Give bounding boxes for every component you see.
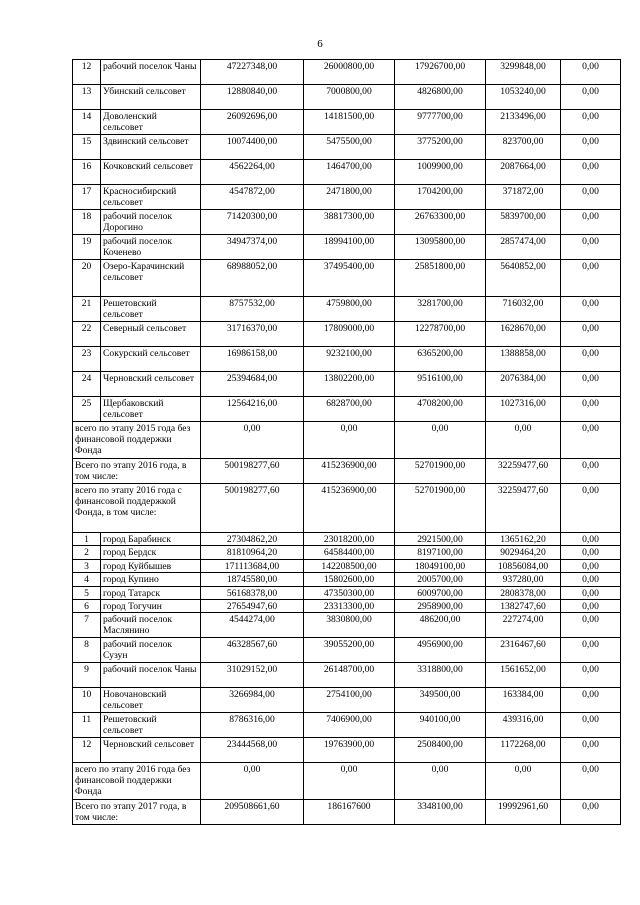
- table-total-row: [73, 484, 621, 533]
- total-cost-cell: 27654947,60: [201, 599, 304, 612]
- local-budget-cell: 937280,00: [486, 573, 561, 586]
- fund-amount-cell: 0,00: [304, 763, 395, 800]
- fund-amount-cell: 1464700,00: [304, 160, 395, 185]
- row-number-cell: 16: [73, 160, 101, 185]
- fund-amount-cell: 38817300,00: [304, 210, 395, 235]
- regional-budget-cell: 3318800,00: [395, 663, 486, 688]
- other-sources-cell: 0,00: [561, 235, 621, 260]
- other-sources-cell: 0,00: [561, 688, 621, 713]
- other-sources-cell: 0,00: [561, 533, 621, 546]
- local-budget-cell: 2133496,00: [486, 110, 561, 135]
- regional-budget-cell: 2921500,00: [395, 533, 486, 546]
- regional-budget-cell: 4956900,00: [395, 638, 486, 663]
- other-sources-cell: 0,00: [561, 738, 621, 763]
- fund-amount-cell: 2754100,00: [304, 688, 395, 713]
- total-cost-cell: 16986158,00: [201, 347, 304, 372]
- other-sources-cell: 0,00: [561, 573, 621, 586]
- fund-amount-cell: 7000800,00: [304, 85, 395, 110]
- other-sources-cell: 0,00: [561, 347, 621, 372]
- total-cost-cell: 25394684,00: [201, 372, 304, 397]
- municipality-name-cell: рабочий поселок Чаны: [101, 60, 201, 85]
- fund-amount-cell: 17809000,00: [304, 322, 395, 347]
- other-sources-cell: 0,00: [561, 459, 621, 484]
- local-budget-cell: 2316467,60: [486, 638, 561, 663]
- other-sources-cell: 0,00: [561, 800, 621, 825]
- total-cost-cell: 0,00: [201, 763, 304, 800]
- fund-amount-cell: 39055200,00: [304, 638, 395, 663]
- other-sources-cell: 0,00: [561, 85, 621, 110]
- other-sources-cell: 0,00: [561, 60, 621, 85]
- regional-budget-cell: 13095800,00: [395, 235, 486, 260]
- local-budget-cell: 371872,00: [486, 185, 561, 210]
- other-sources-cell: 0,00: [561, 297, 621, 322]
- total-cost-cell: 81810964,20: [201, 546, 304, 559]
- municipality-name-cell: Черновский сельсовет: [101, 738, 201, 763]
- local-budget-cell: 1561652,00: [486, 663, 561, 688]
- other-sources-cell: 0,00: [561, 160, 621, 185]
- total-cost-cell: 4544274,00: [201, 613, 304, 638]
- funding-table: [72, 59, 621, 825]
- municipality-name-cell: Кочковский сельсовет: [101, 160, 201, 185]
- fund-amount-cell: 7406900,00: [304, 713, 395, 738]
- fund-amount-cell: 47350300,00: [304, 586, 395, 599]
- page-number: 6: [317, 38, 323, 50]
- table-row: [73, 663, 621, 688]
- other-sources-cell: 0,00: [561, 210, 621, 235]
- total-cost-cell: 8757532,00: [201, 297, 304, 322]
- municipality-name-cell: город Татарск: [101, 586, 201, 599]
- total-cost-cell: 500198277,60: [201, 484, 304, 533]
- local-budget-cell: 439316,00: [486, 713, 561, 738]
- total-label-cell: Всего по этапу 2016 года, в том числе:: [73, 459, 201, 484]
- municipality-name-cell: город Тогучин: [101, 599, 201, 612]
- fund-amount-cell: 19763900,00: [304, 738, 395, 763]
- table-row: [73, 135, 621, 160]
- fund-amount-cell: 26000800,00: [304, 60, 395, 85]
- local-budget-cell: 2857474,00: [486, 235, 561, 260]
- municipality-name-cell: город Купино: [101, 573, 201, 586]
- total-cost-cell: 46328567,60: [201, 638, 304, 663]
- local-budget-cell: 0,00: [486, 763, 561, 800]
- row-number-cell: 3: [73, 559, 101, 572]
- table-row: [73, 85, 621, 110]
- total-cost-cell: 12880840,00: [201, 85, 304, 110]
- local-budget-cell: 163384,00: [486, 688, 561, 713]
- local-budget-cell: 3299848,00: [486, 60, 561, 85]
- municipality-name-cell: Щербаковский сельсовет: [101, 397, 201, 422]
- municipality-name-cell: Здвинский сельсовет: [101, 135, 201, 160]
- regional-budget-cell: 4826800,00: [395, 85, 486, 110]
- fund-amount-cell: 2471800,00: [304, 185, 395, 210]
- regional-budget-cell: 12278700,00: [395, 322, 486, 347]
- fund-amount-cell: 26148700,00: [304, 663, 395, 688]
- total-cost-cell: 23444568,00: [201, 738, 304, 763]
- row-number-cell: 7: [73, 613, 101, 638]
- fund-amount-cell: 186167600: [304, 800, 395, 825]
- fund-amount-cell: 415236900,00: [304, 484, 395, 533]
- other-sources-cell: 0,00: [561, 260, 621, 297]
- local-budget-cell: 1053240,00: [486, 85, 561, 110]
- total-cost-cell: 26092696,00: [201, 110, 304, 135]
- fund-amount-cell: 6828700,00: [304, 397, 395, 422]
- other-sources-cell: 0,00: [561, 663, 621, 688]
- table-total-row: [73, 800, 621, 825]
- other-sources-cell: 0,00: [561, 110, 621, 135]
- total-label-cell: всего по этапу 2016 года с финансовой поддержкой Фонда, в том числе:: [73, 484, 201, 533]
- row-number-cell: 22: [73, 322, 101, 347]
- other-sources-cell: 0,00: [561, 322, 621, 347]
- table-row: [73, 260, 621, 297]
- regional-budget-cell: 1009900,00: [395, 160, 486, 185]
- local-budget-cell: 0,00: [486, 422, 561, 459]
- total-cost-cell: 209508661,60: [201, 800, 304, 825]
- local-budget-cell: 5839700,00: [486, 210, 561, 235]
- regional-budget-cell: 1704200,00: [395, 185, 486, 210]
- fund-amount-cell: 415236900,00: [304, 459, 395, 484]
- regional-budget-cell: 940100,00: [395, 713, 486, 738]
- regional-budget-cell: 52701900,00: [395, 484, 486, 533]
- regional-budget-cell: 6009700,00: [395, 586, 486, 599]
- fund-amount-cell: 14181500,00: [304, 110, 395, 135]
- other-sources-cell: 0,00: [561, 713, 621, 738]
- municipality-name-cell: Убинский сельсовет: [101, 85, 201, 110]
- fund-amount-cell: 5475500,00: [304, 135, 395, 160]
- total-cost-cell: 4547872,00: [201, 185, 304, 210]
- table-row: [73, 372, 621, 397]
- regional-budget-cell: 52701900,00: [395, 459, 486, 484]
- total-cost-cell: 10074400,00: [201, 135, 304, 160]
- regional-budget-cell: 6365200,00: [395, 347, 486, 372]
- total-cost-cell: 56168378,00: [201, 586, 304, 599]
- other-sources-cell: 0,00: [561, 397, 621, 422]
- table-row: [73, 60, 621, 85]
- fund-amount-cell: 9232100,00: [304, 347, 395, 372]
- total-cost-cell: 18745580,00: [201, 573, 304, 586]
- municipality-name-cell: рабочий поселок Сузун: [101, 638, 201, 663]
- table-row: [73, 638, 621, 663]
- other-sources-cell: 0,00: [561, 613, 621, 638]
- table-total-row: [73, 459, 621, 484]
- row-number-cell: 25: [73, 397, 101, 422]
- table-row: [73, 235, 621, 260]
- local-budget-cell: 823700,00: [486, 135, 561, 160]
- fund-amount-cell: 37495400,00: [304, 260, 395, 297]
- row-number-cell: 1: [73, 533, 101, 546]
- table-row: [73, 160, 621, 185]
- row-number-cell: 9: [73, 663, 101, 688]
- row-number-cell: 18: [73, 210, 101, 235]
- table-row: [73, 599, 621, 612]
- total-cost-cell: 12564216,00: [201, 397, 304, 422]
- fund-amount-cell: 13802200,00: [304, 372, 395, 397]
- regional-budget-cell: 3775200,00: [395, 135, 486, 160]
- table-total-row: [73, 763, 621, 800]
- regional-budget-cell: 17926700,00: [395, 60, 486, 85]
- total-cost-cell: 4562264,00: [201, 160, 304, 185]
- table-row: [73, 613, 621, 638]
- other-sources-cell: 0,00: [561, 559, 621, 572]
- row-number-cell: 12: [73, 738, 101, 763]
- total-label-cell: всего по этапу 2015 года без финансовой поддержки Фонда: [73, 422, 201, 459]
- municipality-name-cell: рабочий поселок Маслянино: [101, 613, 201, 638]
- table-row: [73, 297, 621, 322]
- total-cost-cell: 27304862,20: [201, 533, 304, 546]
- total-cost-cell: 0,00: [201, 422, 304, 459]
- regional-budget-cell: 26763300,00: [395, 210, 486, 235]
- row-number-cell: 12: [73, 60, 101, 85]
- total-cost-cell: 8786316,00: [201, 713, 304, 738]
- regional-budget-cell: 8197100,00: [395, 546, 486, 559]
- municipality-name-cell: рабочий поселок Дорогино: [101, 210, 201, 235]
- municipality-name-cell: город Бердск: [101, 546, 201, 559]
- table-row: [73, 533, 621, 546]
- municipality-name-cell: Доволенский сельсовет: [101, 110, 201, 135]
- total-cost-cell: 47227348,00: [201, 60, 304, 85]
- total-cost-cell: 500198277,60: [201, 459, 304, 484]
- regional-budget-cell: 2958900,00: [395, 599, 486, 612]
- municipality-name-cell: Новочановский сельсовет: [101, 688, 201, 713]
- other-sources-cell: 0,00: [561, 185, 621, 210]
- other-sources-cell: 0,00: [561, 763, 621, 800]
- local-budget-cell: 5640852,00: [486, 260, 561, 297]
- total-cost-cell: 31716370,00: [201, 322, 304, 347]
- municipality-name-cell: рабочий поселок Коченево: [101, 235, 201, 260]
- regional-budget-cell: 4708200,00: [395, 397, 486, 422]
- municipality-name-cell: город Куйбышев: [101, 559, 201, 572]
- table-row: [73, 210, 621, 235]
- table-row: [73, 713, 621, 738]
- total-label-cell: всего по этапу 2016 года без финансовой поддержки Фонда: [73, 763, 201, 800]
- local-budget-cell: 1628670,00: [486, 322, 561, 347]
- municipality-name-cell: Сокурский сельсовет: [101, 347, 201, 372]
- regional-budget-cell: 18049100,00: [395, 559, 486, 572]
- fund-amount-cell: 4759800,00: [304, 297, 395, 322]
- local-budget-cell: 32259477,60: [486, 484, 561, 533]
- local-budget-cell: 1172268,00: [486, 738, 561, 763]
- other-sources-cell: 0,00: [561, 422, 621, 459]
- table-body: [73, 60, 621, 825]
- local-budget-cell: 19992961,60: [486, 800, 561, 825]
- regional-budget-cell: 486200,00: [395, 613, 486, 638]
- municipality-name-cell: Озеро-Карачинский сельсовет: [101, 260, 201, 297]
- regional-budget-cell: 3281700,00: [395, 297, 486, 322]
- fund-amount-cell: 15802600,00: [304, 573, 395, 586]
- fund-amount-cell: 3830800,00: [304, 613, 395, 638]
- other-sources-cell: 0,00: [561, 586, 621, 599]
- total-cost-cell: 3266984,00: [201, 688, 304, 713]
- local-budget-cell: 227274,00: [486, 613, 561, 638]
- row-number-cell: 4: [73, 573, 101, 586]
- municipality-name-cell: Северный сельсовет: [101, 322, 201, 347]
- row-number-cell: 11: [73, 713, 101, 738]
- table-row: [73, 573, 621, 586]
- municipality-name-cell: Решетовский сельсовет: [101, 713, 201, 738]
- municipality-name-cell: Решетовский сельсовет: [101, 297, 201, 322]
- table-row: [73, 185, 621, 210]
- other-sources-cell: 0,00: [561, 372, 621, 397]
- regional-budget-cell: 2508400,00: [395, 738, 486, 763]
- row-number-cell: 17: [73, 185, 101, 210]
- municipality-name-cell: рабочий поселок Чаны: [101, 663, 201, 688]
- regional-budget-cell: 9516100,00: [395, 372, 486, 397]
- fund-amount-cell: 23313300,00: [304, 599, 395, 612]
- other-sources-cell: 0,00: [561, 638, 621, 663]
- row-number-cell: 8: [73, 638, 101, 663]
- local-budget-cell: 1365162,20: [486, 533, 561, 546]
- regional-budget-cell: 25851800,00: [395, 260, 486, 297]
- local-budget-cell: 1027316,00: [486, 397, 561, 422]
- regional-budget-cell: 0,00: [395, 422, 486, 459]
- local-budget-cell: 1382747,60: [486, 599, 561, 612]
- total-cost-cell: 68988052,00: [201, 260, 304, 297]
- fund-amount-cell: 0,00: [304, 422, 395, 459]
- table-row: [73, 559, 621, 572]
- municipality-name-cell: Черновский сельсовет: [101, 372, 201, 397]
- table-row: [73, 586, 621, 599]
- other-sources-cell: 0,00: [561, 135, 621, 160]
- municipality-name-cell: город Барабинск: [101, 533, 201, 546]
- other-sources-cell: 0,00: [561, 484, 621, 533]
- row-number-cell: 21: [73, 297, 101, 322]
- row-number-cell: 13: [73, 85, 101, 110]
- table-row: [73, 738, 621, 763]
- local-budget-cell: 1388858,00: [486, 347, 561, 372]
- regional-budget-cell: 9777700,00: [395, 110, 486, 135]
- table-row: [73, 397, 621, 422]
- total-cost-cell: 34947374,00: [201, 235, 304, 260]
- other-sources-cell: 0,00: [561, 599, 621, 612]
- local-budget-cell: 716032,00: [486, 297, 561, 322]
- table-total-row: [73, 422, 621, 459]
- fund-amount-cell: 64584400,00: [304, 546, 395, 559]
- row-number-cell: 5: [73, 586, 101, 599]
- local-budget-cell: 32259477,60: [486, 459, 561, 484]
- local-budget-cell: 2076384,00: [486, 372, 561, 397]
- row-number-cell: 15: [73, 135, 101, 160]
- total-cost-cell: 171113684,00: [201, 559, 304, 572]
- total-cost-cell: 31029152,00: [201, 663, 304, 688]
- table-row: [73, 322, 621, 347]
- local-budget-cell: 2087664,00: [486, 160, 561, 185]
- table-row: [73, 546, 621, 559]
- fund-amount-cell: 23018200,00: [304, 533, 395, 546]
- row-number-cell: 6: [73, 599, 101, 612]
- row-number-cell: 23: [73, 347, 101, 372]
- total-cost-cell: 71420300,00: [201, 210, 304, 235]
- other-sources-cell: 0,00: [561, 546, 621, 559]
- local-budget-cell: 9029464,20: [486, 546, 561, 559]
- row-number-cell: 2: [73, 546, 101, 559]
- table-row: [73, 688, 621, 713]
- table-row: [73, 347, 621, 372]
- municipality-name-cell: Красносибирский сельсовет: [101, 185, 201, 210]
- row-number-cell: 24: [73, 372, 101, 397]
- row-number-cell: 14: [73, 110, 101, 135]
- row-number-cell: 20: [73, 260, 101, 297]
- regional-budget-cell: 3348100,00: [395, 800, 486, 825]
- row-number-cell: 10: [73, 688, 101, 713]
- fund-amount-cell: 142208500,00: [304, 559, 395, 572]
- regional-budget-cell: 349500,00: [395, 688, 486, 713]
- row-number-cell: 19: [73, 235, 101, 260]
- total-label-cell: Всего по этапу 2017 года, в том числе:: [73, 800, 201, 825]
- table-row: [73, 110, 621, 135]
- regional-budget-cell: 0,00: [395, 763, 486, 800]
- regional-budget-cell: 2005700,00: [395, 573, 486, 586]
- local-budget-cell: 10856084,00: [486, 559, 561, 572]
- local-budget-cell: 2808378,00: [486, 586, 561, 599]
- fund-amount-cell: 18994100,00: [304, 235, 395, 260]
